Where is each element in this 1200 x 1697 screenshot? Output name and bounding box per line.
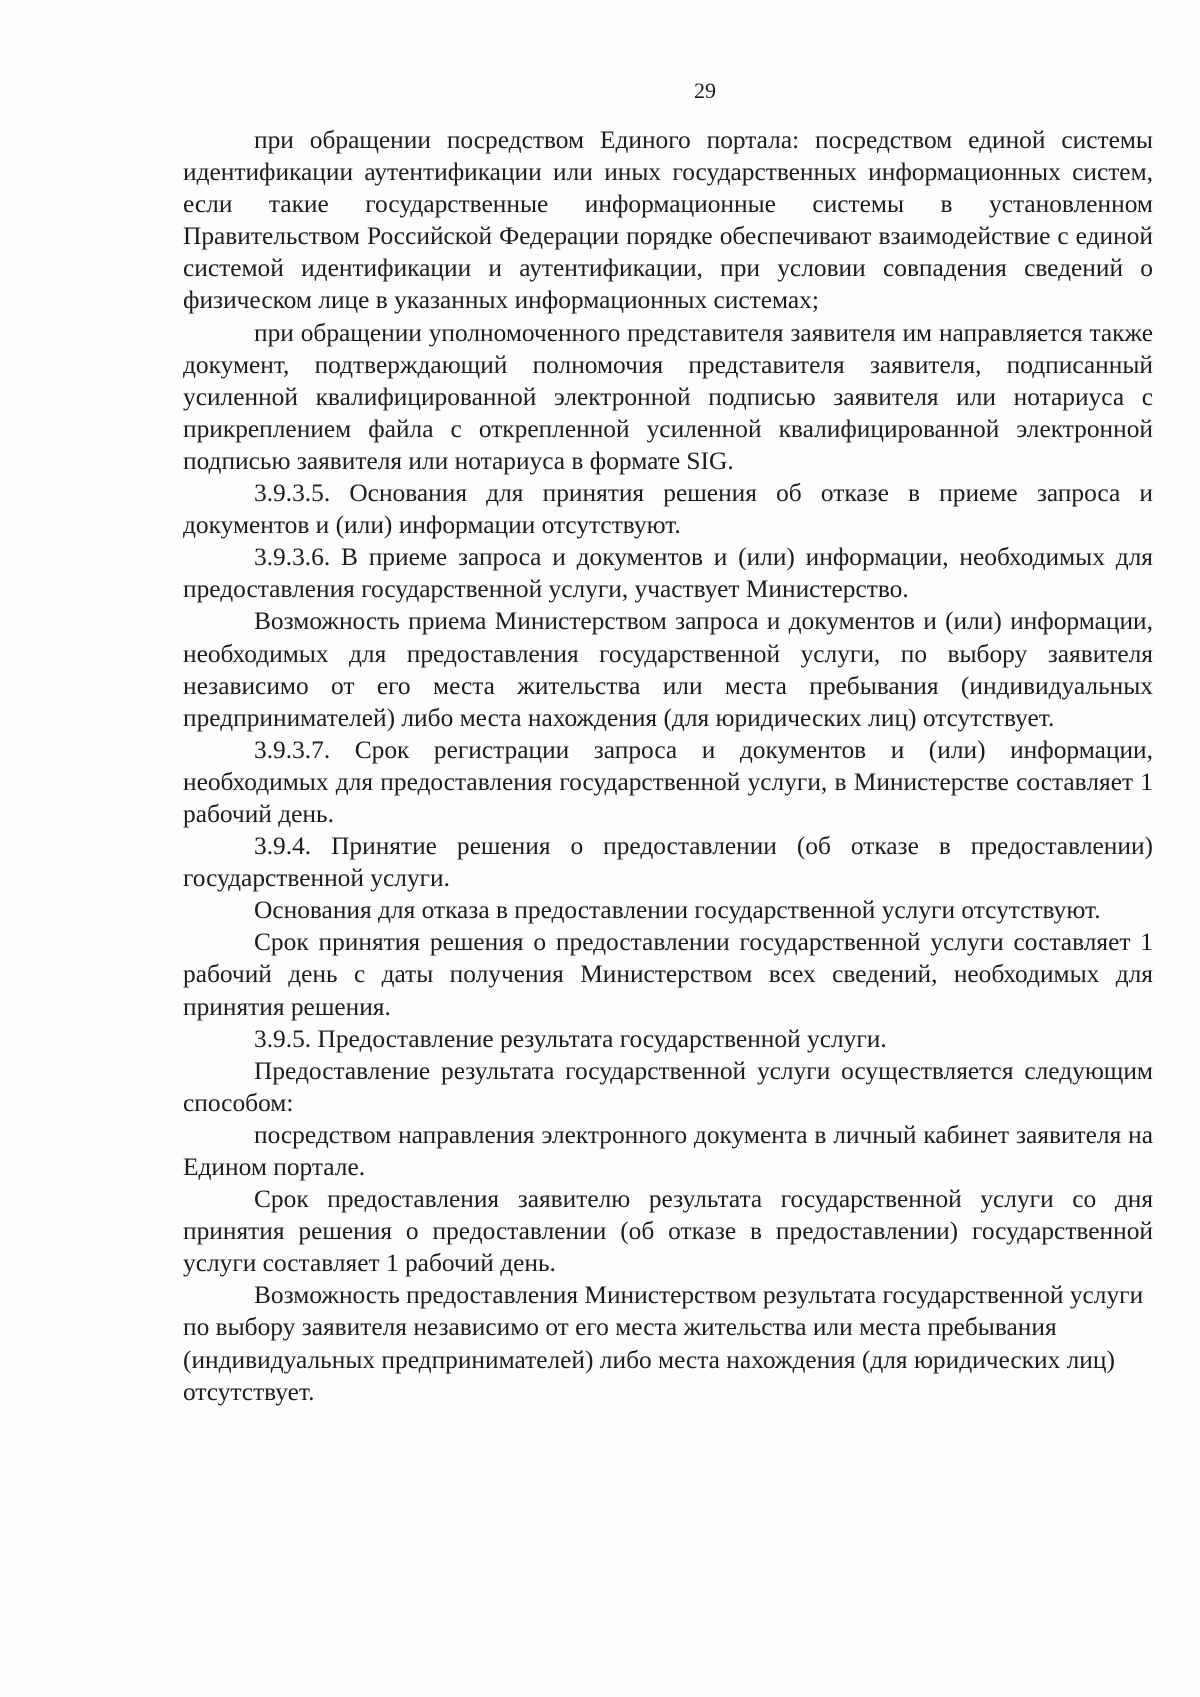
paragraph: Срок принятия решения о предоставлении государственной услуги составляет 1 рабочий день с даты получения Министерством всех сведений, необходимых для принятия решения. <box>183 928 1153 1021</box>
paragraph: 3.9.4. Принятие решения о предоставлении (об отказе в предоставлении) государственной услуги. <box>183 832 1153 893</box>
paragraph: при обращении посредством Единого портала: посредством единой системы идентификации аутентификации или иных государственных информационных систем, если такие государственные информационные системы в установленном Правительством Российской Федерации порядке обеспечивают взаимодействие с единой системой идентификации и аутентификации, при условии совпадения сведений о физическом лице в указанных информационных системах; <box>183 126 1153 315</box>
paragraph: 3.9.3.7. Срок регистрации запроса и документов и (или) информации, необходимых для предоставления государственной услуги, в Министерстве составляет 1 рабочий день. <box>183 735 1153 828</box>
paragraph: Основания для отказа в предоставлении государственной услуги отсутствуют. <box>254 896 1101 925</box>
paragraph: Срок предоставления заявителю результата государственной услуги со дня принятия решения о предоставлении (об отказе в предоставлении) государственной услуги составляет 1 рабочий день. <box>183 1185 1153 1278</box>
document-body <box>183 124 1153 1408</box>
paragraph: 3.9.5. Предоставление результата государственной услуги. <box>254 1024 887 1053</box>
paragraph: Возможность приема Министерством запроса и документов и (или) информации, необходимых для предоставления государственной услуги, по выбору заявителя независимо от его места жительства или места пребывания (индивидуальных предпринимателей) либо места нахождения (для юридических лиц) отсутствует. <box>183 607 1153 732</box>
page-number: 29 <box>694 78 716 103</box>
paragraph: Возможность предоставления Министерством результата государственной услуги по выбору заявителя независимо от его места жительства или места пребывания (индивидуальных предпринимателей) либо места нахождения (для юридических лиц) отсутствует. <box>183 1281 1144 1406</box>
paragraph: 3.9.3.5. Основания для принятия решения об отказе в приеме запроса и документов и (или) информации отсутствуют. <box>183 479 1153 540</box>
paragraph: посредством направления электронного документа в личный кабинет заявителя на Едином портале. <box>183 1120 1153 1181</box>
paragraph: при обращении уполномоченного представителя заявителя им направляется также документ, подтверждающий полномочия представителя заявителя, подписанный усиленной квалифицированной электронной подписью заявителя или нотариуса с прикреплением файла с открепленной усиленной квалифицированной электронной подписью заявителя или нотариуса в формате SIG. <box>183 318 1153 475</box>
paragraph: Предоставление результата государственной услуги осуществляется следующим способом: <box>183 1056 1153 1117</box>
paragraph: 3.9.3.6. В приеме запроса и документов и (или) информации, необходимых для предоставления государственной услуги, участвует Министерство. <box>183 543 1153 604</box>
